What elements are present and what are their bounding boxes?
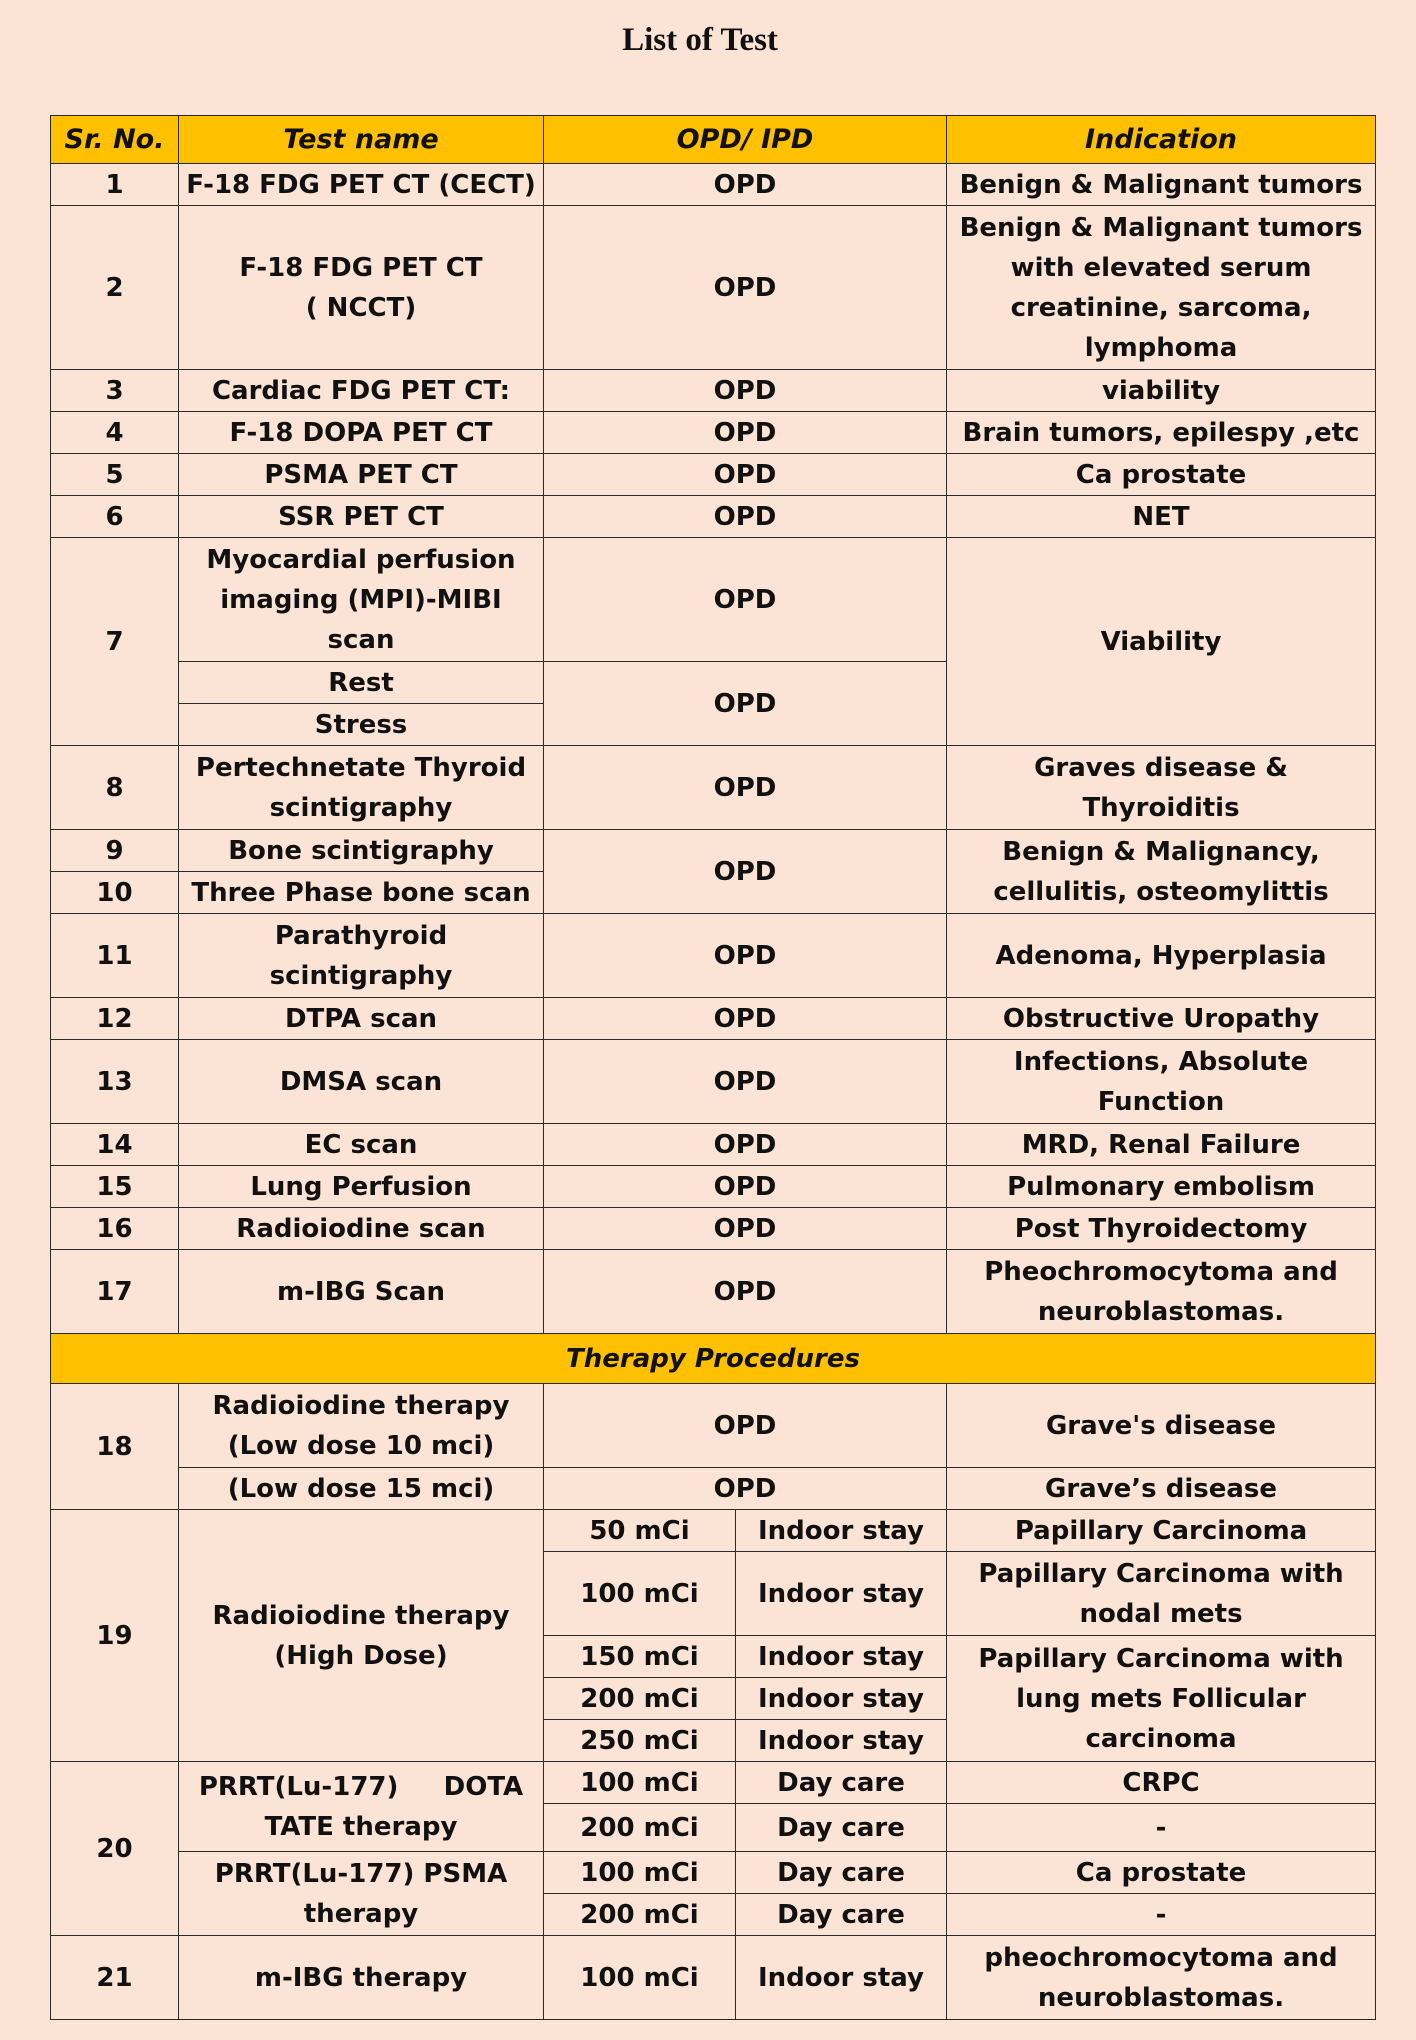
sr-no: 8 bbox=[51, 746, 179, 830]
test-name: Lung Perfusion bbox=[179, 1166, 544, 1208]
table-row bbox=[51, 1040, 1376, 1124]
test-name: F-18 DOPA PET CT bbox=[179, 412, 544, 454]
indication: NET bbox=[947, 496, 1376, 538]
table-row bbox=[51, 830, 1376, 872]
sr-no: 9 bbox=[51, 830, 179, 872]
test-name: SSR PET CT bbox=[179, 496, 544, 538]
indication bbox=[947, 1250, 1376, 1334]
table-row bbox=[51, 1124, 1376, 1166]
indication-line: Graves disease & bbox=[1034, 752, 1288, 783]
test-name-line: Pertechnetate Thyroid bbox=[195, 752, 527, 783]
indication: Ca prostate bbox=[947, 454, 1376, 496]
indication-line: carcinoma bbox=[1085, 1723, 1237, 1754]
stay-type: Day care bbox=[736, 1804, 947, 1852]
test-name bbox=[179, 1384, 544, 1468]
indication bbox=[947, 830, 1376, 914]
test-name: EC scan bbox=[179, 1124, 544, 1166]
sr-no: 14 bbox=[51, 1124, 179, 1166]
indication: Papillary Carcinoma bbox=[947, 1510, 1376, 1552]
table-row bbox=[51, 1762, 1376, 1804]
test-name: PSMA PET CT bbox=[179, 454, 544, 496]
table-row bbox=[51, 164, 1376, 206]
test-name-line: ( NCCT) bbox=[305, 292, 417, 323]
test-name: DMSA scan bbox=[179, 1040, 544, 1124]
sr-no: 18 bbox=[51, 1384, 179, 1510]
indication-line: Infections, Absolute bbox=[1013, 1046, 1309, 1077]
test-name: Three Phase bone scan bbox=[179, 872, 544, 914]
sr-no: 2 bbox=[51, 206, 179, 370]
opd-ipd: OPD bbox=[544, 914, 947, 998]
indication: Brain tumors, epilespy ,etc bbox=[947, 412, 1376, 454]
indication-line: with elevated serum bbox=[1010, 252, 1312, 283]
indication: CRPC bbox=[947, 1762, 1376, 1804]
test-name: (Low dose 15 mci) bbox=[179, 1468, 544, 1510]
test-name-line: Myocardial perfusion bbox=[206, 544, 516, 575]
stay-type: Indoor stay bbox=[736, 1720, 947, 1762]
sr-no: 20 bbox=[51, 1762, 179, 1936]
indication-line: Papillary Carcinoma with bbox=[978, 1643, 1344, 1674]
table-row bbox=[51, 1936, 1376, 2020]
indication: - bbox=[947, 1804, 1376, 1852]
test-table bbox=[50, 115, 1376, 2020]
sr-no: 13 bbox=[51, 1040, 179, 1124]
table-row bbox=[51, 370, 1376, 412]
indication: Grave's disease bbox=[947, 1384, 1376, 1468]
table-row bbox=[51, 1384, 1376, 1468]
indication-line: neuroblastomas. bbox=[1037, 1296, 1285, 1327]
table-row bbox=[51, 496, 1376, 538]
test-name: Bone scintigraphy bbox=[179, 830, 544, 872]
indication bbox=[947, 1040, 1376, 1124]
test-name-line: scintigraphy bbox=[269, 960, 453, 991]
opd-ipd: OPD bbox=[544, 538, 947, 662]
test-name: Rest bbox=[179, 662, 544, 704]
sr-no: 3 bbox=[51, 370, 179, 412]
indication bbox=[947, 1552, 1376, 1636]
indication: Viability bbox=[947, 538, 1376, 746]
test-name: Radioiodine scan bbox=[179, 1208, 544, 1250]
indication: viability bbox=[947, 370, 1376, 412]
indication: Ca prostate bbox=[947, 1852, 1376, 1894]
sr-no: 15 bbox=[51, 1166, 179, 1208]
indication-line: lung mets Follicular bbox=[1016, 1683, 1306, 1714]
table-row bbox=[51, 1510, 1376, 1552]
opd-ipd: OPD bbox=[544, 746, 947, 830]
table-row bbox=[51, 998, 1376, 1040]
indication-line: pheochromocytoma and bbox=[984, 1942, 1338, 1973]
indication: MRD, Renal Failure bbox=[947, 1124, 1376, 1166]
dose: 200 mCi bbox=[544, 1678, 736, 1720]
dose: 150 mCi bbox=[544, 1636, 736, 1678]
opd-ipd: OPD bbox=[544, 1468, 947, 1510]
indication bbox=[947, 1936, 1376, 2020]
test-name bbox=[179, 538, 544, 662]
header-sr-no: Sr. No. bbox=[51, 116, 179, 164]
indication-line: Function bbox=[1097, 1086, 1225, 1117]
indication bbox=[947, 1636, 1376, 1762]
test-name bbox=[179, 1510, 544, 1762]
test-name-line: scan bbox=[327, 624, 395, 655]
indication: - bbox=[947, 1894, 1376, 1936]
sr-no: 12 bbox=[51, 998, 179, 1040]
opd-ipd: OPD bbox=[544, 998, 947, 1040]
stay-type: Indoor stay bbox=[736, 1552, 947, 1636]
table-header-row bbox=[51, 116, 1376, 164]
sr-no: 17 bbox=[51, 1250, 179, 1334]
test-name-line: F-18 FDG PET CT bbox=[239, 252, 483, 283]
opd-ipd: OPD bbox=[544, 1208, 947, 1250]
opd-ipd: OPD bbox=[544, 1040, 947, 1124]
stay-type: Indoor stay bbox=[736, 1636, 947, 1678]
table-row bbox=[51, 1166, 1376, 1208]
stay-type: Day care bbox=[736, 1894, 947, 1936]
sr-no: 16 bbox=[51, 1208, 179, 1250]
table-row bbox=[51, 454, 1376, 496]
test-name: m-IBG therapy bbox=[179, 1936, 544, 2020]
indication-line: creatinine, sarcoma, bbox=[1010, 292, 1312, 323]
indication-line: neuroblastomas. bbox=[1037, 1982, 1285, 2013]
test-name: m-IBG Scan bbox=[179, 1250, 544, 1334]
table-row bbox=[51, 1852, 1376, 1894]
section-header-row bbox=[51, 1334, 1376, 1384]
sr-no: 7 bbox=[51, 538, 179, 746]
test-name-line: TATE therapy bbox=[264, 1811, 458, 1842]
dose: 200 mCi bbox=[544, 1894, 736, 1936]
opd-ipd: OPD bbox=[544, 1124, 947, 1166]
dose: 100 mCi bbox=[544, 1936, 736, 2020]
opd-ipd: OPD bbox=[544, 164, 947, 206]
sr-no: 5 bbox=[51, 454, 179, 496]
indication-line: nodal mets bbox=[1079, 1598, 1243, 1629]
sr-no: 6 bbox=[51, 496, 179, 538]
test-name bbox=[179, 746, 544, 830]
dose: 100 mCi bbox=[544, 1552, 736, 1636]
indication: Pulmonary embolism bbox=[947, 1166, 1376, 1208]
table-row bbox=[51, 746, 1376, 830]
table-row bbox=[51, 206, 1376, 370]
indication: Adenoma, Hyperplasia bbox=[947, 914, 1376, 998]
header-indication: Indication bbox=[947, 116, 1376, 164]
header-test-name: Test name bbox=[179, 116, 544, 164]
section-title: Therapy Procedures bbox=[51, 1334, 1376, 1384]
dose: 100 mCi bbox=[544, 1762, 736, 1804]
dose: 200 mCi bbox=[544, 1804, 736, 1852]
opd-ipd: OPD bbox=[544, 412, 947, 454]
test-name: Cardiac FDG PET CT: bbox=[179, 370, 544, 412]
test-name-line: (Low dose 10 mci) bbox=[227, 1430, 495, 1461]
test-name-line: (High Dose) bbox=[274, 1640, 448, 1671]
indication: Post Thyroidectomy bbox=[947, 1208, 1376, 1250]
test-name: DTPA scan bbox=[179, 998, 544, 1040]
test-name-line: Parathyroid bbox=[274, 920, 448, 951]
indication-line: Benign & Malignancy, bbox=[1002, 836, 1320, 867]
page-title: List of Test bbox=[622, 22, 778, 58]
indication-line: Pheochromocytoma and bbox=[984, 1256, 1338, 1287]
opd-ipd: OPD bbox=[544, 370, 947, 412]
stay-type: Day care bbox=[736, 1762, 947, 1804]
test-name-line: PRRT(Lu-177) DOTA bbox=[198, 1771, 524, 1802]
test-name-line: scintigraphy bbox=[269, 792, 453, 823]
indication: Obstructive Uropathy bbox=[947, 998, 1376, 1040]
opd-ipd: OPD bbox=[544, 1384, 947, 1468]
test-name bbox=[179, 206, 544, 370]
dose: 100 mCi bbox=[544, 1852, 736, 1894]
stay-type: Indoor stay bbox=[736, 1936, 947, 2020]
stay-type: Day care bbox=[736, 1852, 947, 1894]
test-name bbox=[179, 1762, 544, 1852]
indication bbox=[947, 206, 1376, 370]
test-name: F-18 FDG PET CT (CECT) bbox=[179, 164, 544, 206]
opd-ipd: OPD bbox=[544, 662, 947, 746]
indication-line: lymphoma bbox=[1084, 332, 1238, 363]
sr-no: 11 bbox=[51, 914, 179, 998]
table-row bbox=[51, 1208, 1376, 1250]
header-opd-ipd: OPD/ IPD bbox=[544, 116, 947, 164]
table-row bbox=[51, 1468, 1376, 1510]
sr-no: 21 bbox=[51, 1936, 179, 2020]
opd-ipd: OPD bbox=[544, 1250, 947, 1334]
sr-no: 19 bbox=[51, 1510, 179, 1762]
test-name-line: Radioiodine therapy bbox=[212, 1600, 510, 1631]
indication: Grave’s disease bbox=[947, 1468, 1376, 1510]
indication bbox=[947, 746, 1376, 830]
indication: Benign & Malignant tumors bbox=[947, 164, 1376, 206]
test-name-line: imaging (MPI)-MIBI bbox=[220, 584, 502, 615]
indication-line: Benign & Malignant tumors bbox=[959, 212, 1363, 243]
sr-no: 10 bbox=[51, 872, 179, 914]
dose: 50 mCi bbox=[544, 1510, 736, 1552]
opd-ipd: OPD bbox=[544, 496, 947, 538]
table-row bbox=[51, 412, 1376, 454]
opd-ipd: OPD bbox=[544, 830, 947, 914]
opd-ipd: OPD bbox=[544, 206, 947, 370]
dose: 250 mCi bbox=[544, 1720, 736, 1762]
opd-ipd: OPD bbox=[544, 454, 947, 496]
indication-line: Thyroiditis bbox=[1082, 792, 1240, 823]
table-row bbox=[51, 914, 1376, 998]
indication-line: cellulitis, osteomylittis bbox=[993, 876, 1329, 907]
stay-type: Indoor stay bbox=[736, 1678, 947, 1720]
table-row bbox=[51, 1250, 1376, 1334]
test-name bbox=[179, 1852, 544, 1936]
opd-ipd: OPD bbox=[544, 1166, 947, 1208]
test-name-line: Radioiodine therapy bbox=[212, 1390, 510, 1421]
test-name: Stress bbox=[179, 704, 544, 746]
sr-no: 4 bbox=[51, 412, 179, 454]
test-name bbox=[179, 914, 544, 998]
stay-type: Indoor stay bbox=[736, 1510, 947, 1552]
test-name-line: therapy bbox=[303, 1898, 419, 1929]
test-name-line: PRRT(Lu-177) PSMA bbox=[214, 1858, 508, 1889]
table-row bbox=[51, 538, 1376, 662]
indication-line: Papillary Carcinoma with bbox=[978, 1558, 1344, 1589]
sr-no: 1 bbox=[51, 164, 179, 206]
